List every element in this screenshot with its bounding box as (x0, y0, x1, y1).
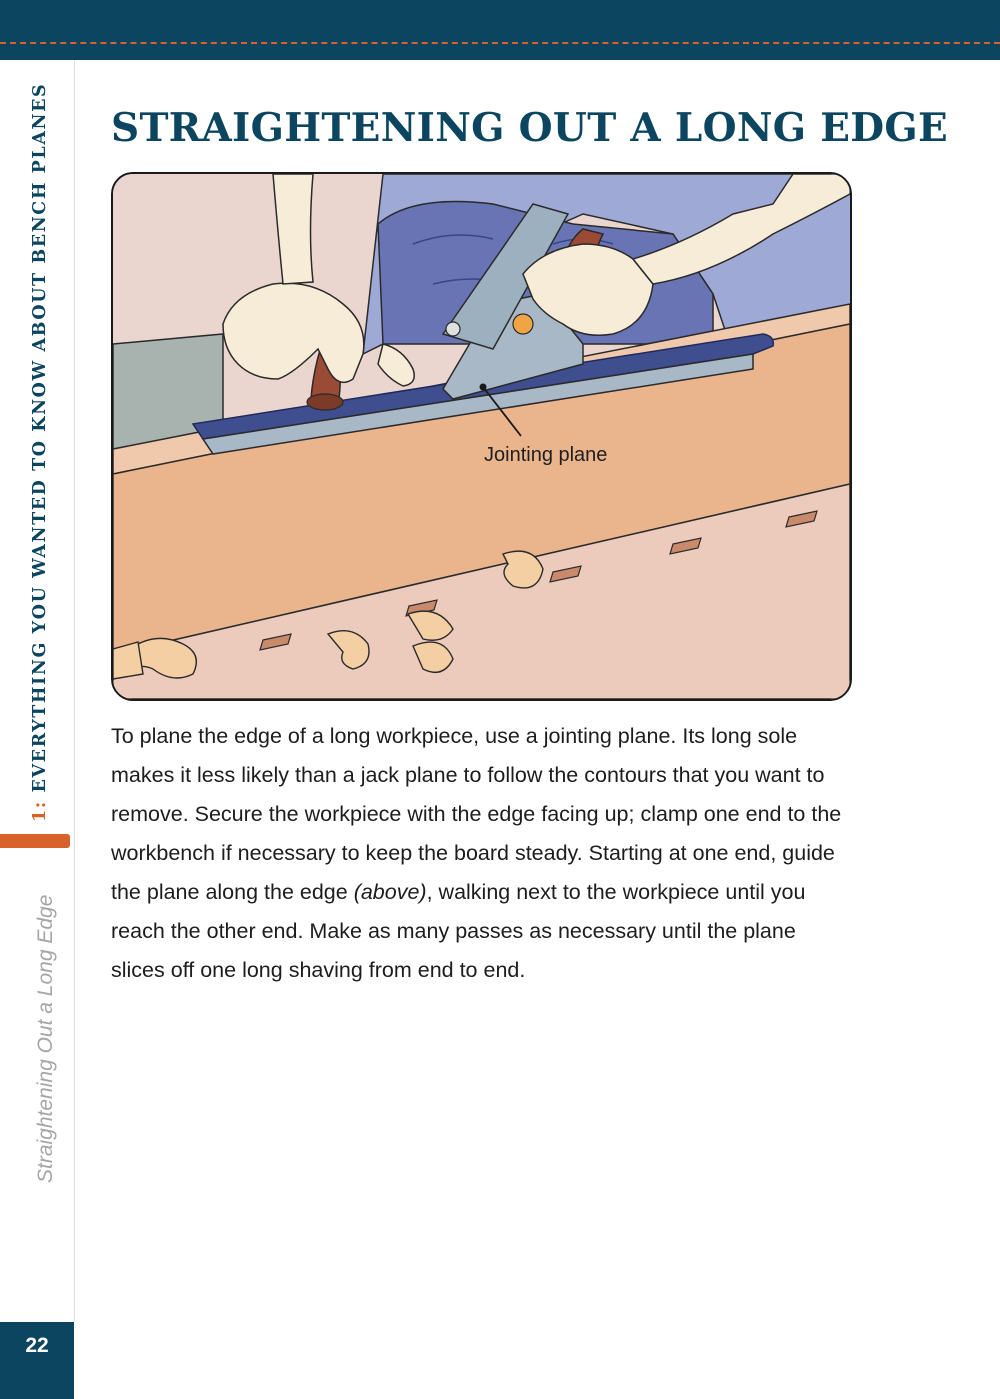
chapter-tab-marker (0, 834, 70, 848)
knob-base (307, 394, 343, 410)
chapter-title: EVERYTHING YOU WANTED TO KNOW ABOUT BENCH PLANES (30, 82, 50, 793)
body-text-emphasis: (above) (353, 880, 427, 904)
body-text-part2: , walking next to the workpiece until you reach the other end. Make as many passes as necessary until the plane slices off one long shaving from end to end. (111, 880, 806, 982)
sidebar-divider (74, 60, 75, 1322)
depth-adjust-knob (513, 314, 533, 334)
illustration-figure (111, 172, 852, 701)
callout-label: Jointing plane (484, 444, 608, 466)
page-number-box (0, 1322, 74, 1399)
chapter-number: 1: (30, 800, 50, 822)
top-banner (0, 0, 1000, 60)
body-text-part1: To plane the edge of a long workpiece, use a jointing plane. Its long sole makes it less likely than a jack plane to follow the contours that you want to remove. Secure the workpiece with the edge facing up; clamp one end to the workbench if necessary to keep the board steady. Starting at one end, guide the plane along the edge (111, 724, 842, 904)
stitch-line (0, 42, 1000, 44)
page-title: STRAIGHTENING OUT A LONG EDGE (111, 105, 949, 151)
chapter-running-head (29, 83, 51, 822)
section-running-head: Straightening Out a Long Edge (34, 894, 57, 1183)
callout-dot (480, 384, 487, 391)
page-number: 22 (25, 1334, 49, 1357)
body-paragraph (111, 717, 851, 990)
jointing-plane-illustration (113, 174, 850, 699)
lever-screw (446, 322, 460, 336)
